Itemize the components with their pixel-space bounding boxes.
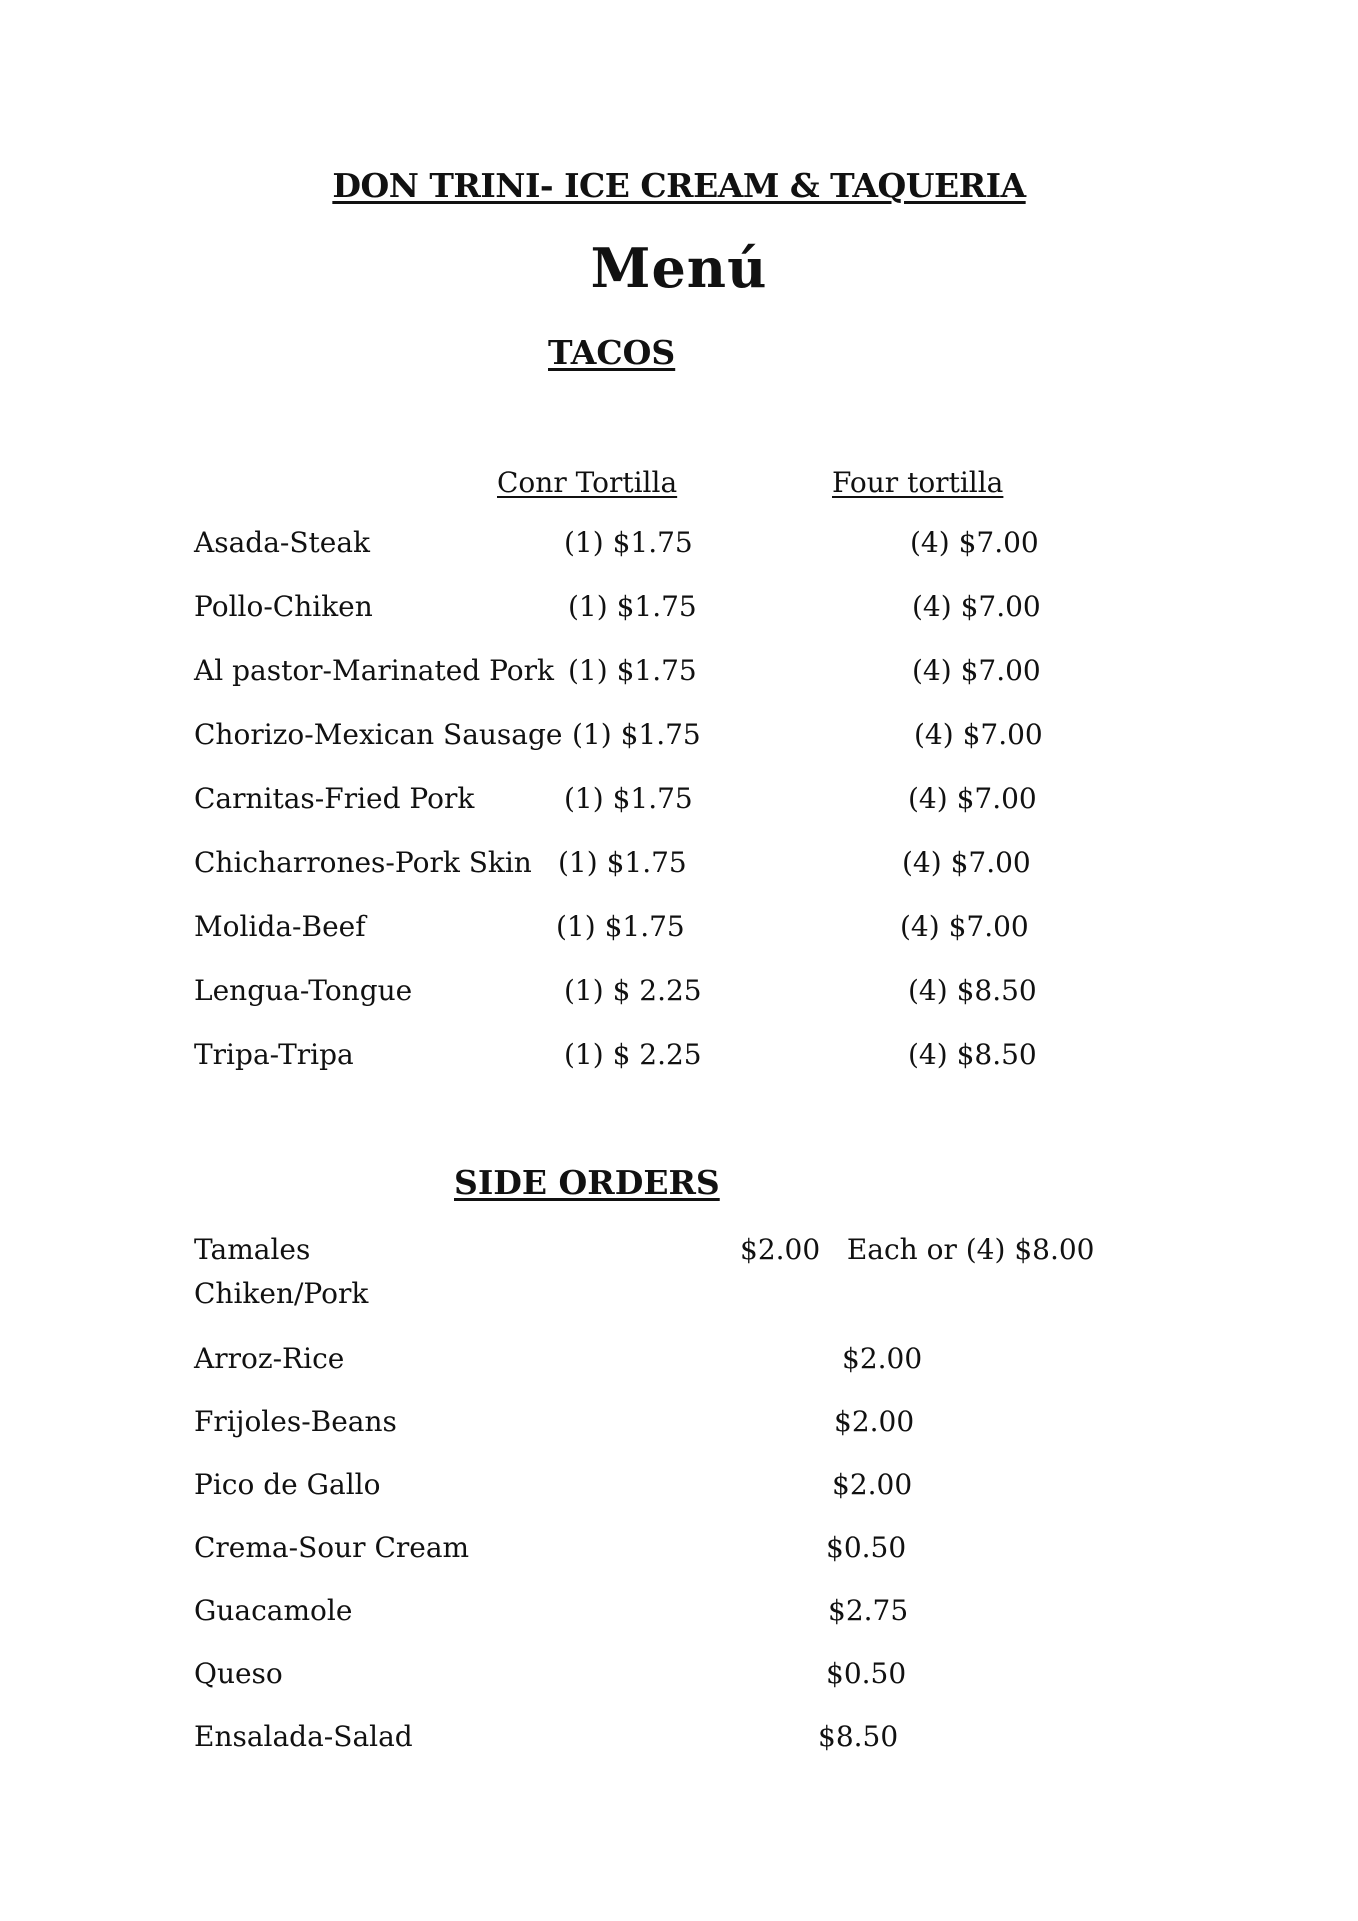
side-item-price: $8.50	[818, 1720, 899, 1753]
taco-four-price: (4) $7.00	[914, 718, 1043, 751]
taco-four-price: (4) $7.00	[900, 910, 1029, 943]
side-item-name: Tamales	[194, 1233, 311, 1266]
side-item-price: $2.00	[832, 1468, 913, 1501]
taco-four-price: (4) $8.50	[908, 1038, 1037, 1071]
taco-item-name: Chorizo-Mexican Sausage	[194, 718, 563, 751]
side-item-name: Ensalada-Salad	[194, 1720, 413, 1753]
taco-four-price: (4) $7.00	[908, 782, 1037, 815]
taco-four-price: (4) $7.00	[902, 846, 1031, 879]
side-item-name: Guacamole	[194, 1594, 353, 1627]
taco-four-price: (4) $8.50	[908, 974, 1037, 1007]
taco-corn-price: (1) $ 2.25	[564, 1038, 702, 1071]
restaurant-title: DON TRINI- ICE CREAM & TAQUERIA	[332, 166, 1026, 205]
taco-item-name: Pollo-Chiken	[194, 590, 373, 623]
side-item-name: Crema-Sour Cream	[194, 1531, 470, 1564]
side-item-price: $2.00	[834, 1405, 915, 1438]
taco-corn-price: (1) $1.75	[564, 782, 693, 815]
flour-tortilla-column-header: Four tortilla	[832, 466, 1004, 499]
taco-corn-price: (1) $1.75	[568, 654, 697, 687]
taco-item-name: Molida-Beef	[194, 910, 366, 943]
taco-corn-price: (1) $1.75	[556, 910, 685, 943]
corn-tortilla-column-header: Conr Tortilla	[497, 466, 678, 499]
side-item-name: Frijoles-Beans	[194, 1405, 397, 1438]
taco-corn-price: (1) $1.75	[572, 718, 701, 751]
side-item-name: Arroz-Rice	[194, 1342, 345, 1375]
taco-item-name: Asada-Steak	[194, 526, 371, 559]
side-item-price: $0.50	[826, 1531, 907, 1564]
side-item-price: $0.50	[826, 1657, 907, 1690]
taco-corn-price: (1) $ 2.25	[564, 974, 702, 1007]
taco-four-price: (4) $7.00	[910, 526, 1039, 559]
side-item-subname: Chiken/Pork	[194, 1277, 369, 1310]
side-item-price: $2.00	[842, 1342, 923, 1375]
taco-four-price: (4) $7.00	[912, 654, 1041, 687]
taco-item-name: Carnitas-Fried Pork	[194, 782, 475, 815]
side-item-price: $2.75	[828, 1594, 909, 1627]
taco-corn-price: (1) $1.75	[558, 846, 687, 879]
side-item-price: $2.00 Each or (4) $8.00	[740, 1233, 1095, 1266]
side-orders-heading: SIDE ORDERS	[454, 1163, 720, 1202]
menu-heading: Menú	[590, 236, 768, 300]
taco-item-name: Tripa-Tripa	[194, 1038, 354, 1071]
tacos-heading: TACOS	[548, 333, 676, 372]
side-item-name: Queso	[194, 1657, 283, 1690]
taco-item-name: Al pastor-Marinated Pork	[194, 654, 555, 687]
taco-corn-price: (1) $1.75	[564, 526, 693, 559]
side-item-name: Pico de Gallo	[194, 1468, 381, 1501]
taco-item-name: Chicharrones-Pork Skin	[194, 846, 532, 879]
taco-four-price: (4) $7.00	[912, 590, 1041, 623]
taco-corn-price: (1) $1.75	[568, 590, 697, 623]
taco-item-name: Lengua-Tongue	[194, 974, 413, 1007]
